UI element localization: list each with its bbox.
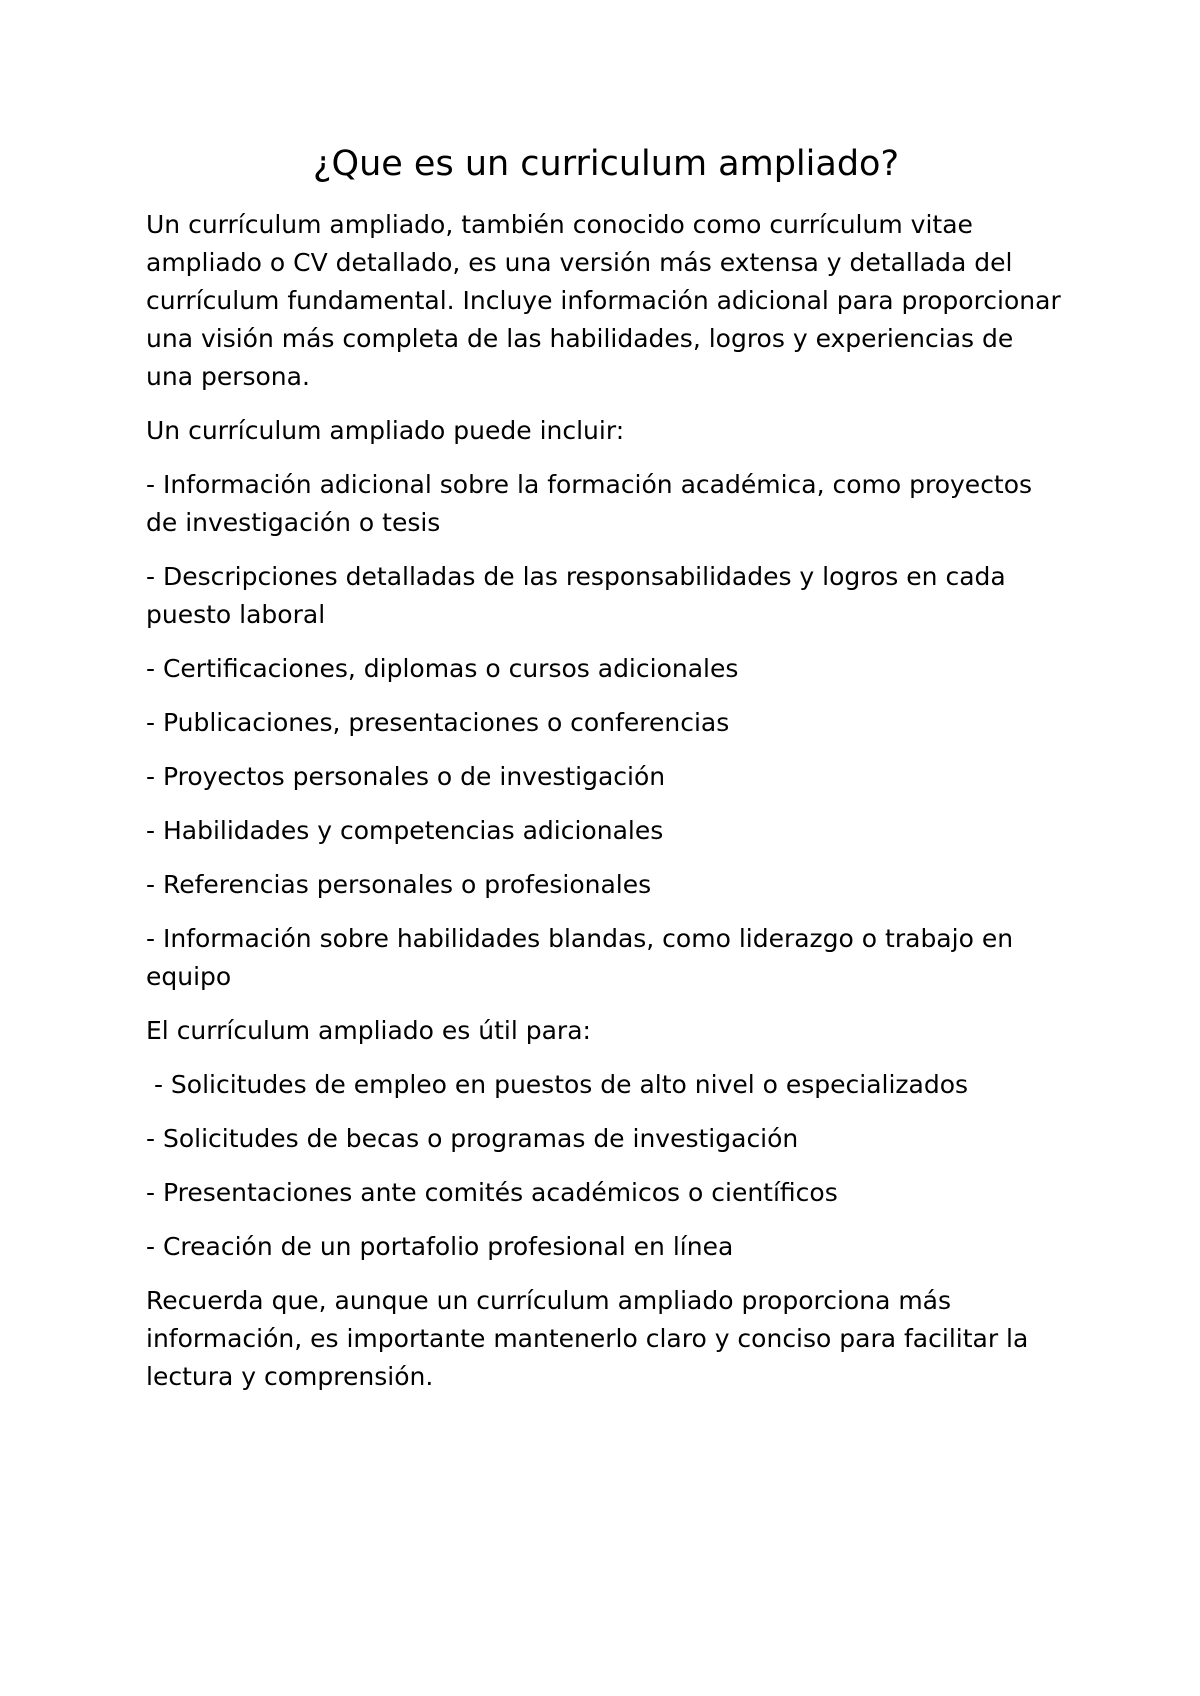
list-item: - Publicaciones, presentaciones o conferencias: [146, 708, 730, 737]
intro-paragraph: Un currículum ampliado, también conocido como currículum vitae ampliado o CV detallado, es una versión más extensa y detallada del currículum fundamental. Incluye información adicional para proporcionar una visión más completa de las habilidades, logros y experiencias de una persona.: [146, 210, 1061, 391]
document-title: ¿Que es un curriculum ampliado?: [312, 144, 900, 184]
document-page: [146, 140, 1066, 1412]
list-item: - Creación de un portafolio profesional en línea: [146, 1232, 734, 1261]
list-item: - Solicitudes de empleo en puestos de alto nivel o especializados: [146, 1070, 969, 1099]
includes-heading: Un currículum ampliado puede incluir:: [146, 416, 625, 445]
useful-list: [146, 1066, 1066, 1266]
list-item: - Información sobre habilidades blandas, como liderazgo o trabajo en equipo: [146, 924, 1014, 991]
list-item: - Referencias personales o profesionales: [146, 870, 652, 899]
list-item: - Información adicional sobre la formación académica, como proyectos de investigación o tesis: [146, 470, 1033, 537]
closing-paragraph: Recuerda que, aunque un currículum ampliado proporciona más información, es importante mantenerlo claro y conciso para facilitar la lectura y comprensión.: [146, 1286, 1029, 1391]
includes-list: [146, 466, 1066, 996]
list-item: - Habilidades y competencias adicionales: [146, 816, 664, 845]
list-item: - Solicitudes de becas o programas de investigación: [146, 1124, 799, 1153]
list-item: - Proyectos personales o de investigación: [146, 762, 666, 791]
list-item: - Descripciones detalladas de las responsabilidades y logros en cada puesto laboral: [146, 562, 1006, 629]
list-item: - Presentaciones ante comités académicos o científicos: [146, 1178, 838, 1207]
useful-heading: El currículum ampliado es útil para:: [146, 1016, 591, 1045]
list-item: - Certificaciones, diplomas o cursos adicionales: [146, 654, 739, 683]
